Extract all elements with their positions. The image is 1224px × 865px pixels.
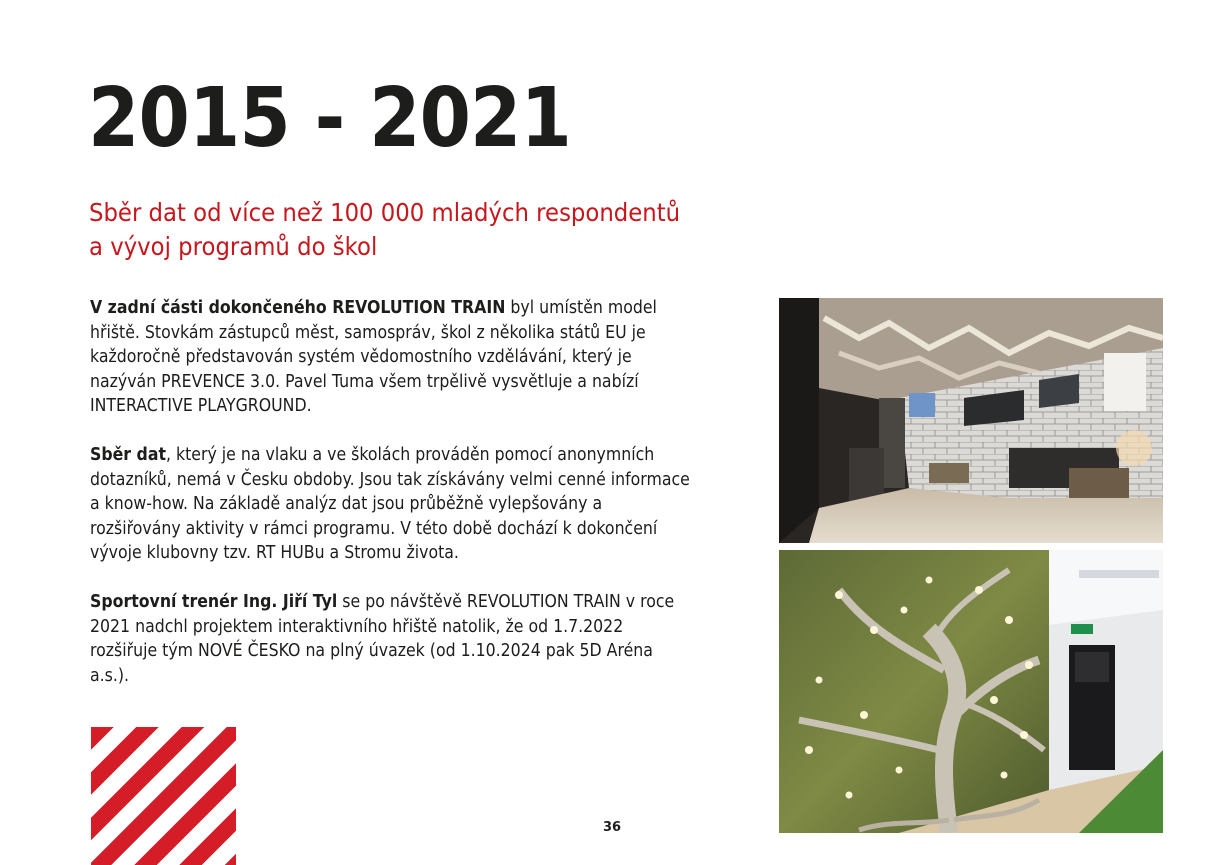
paragraph-3-bold: Sportovní trenér Ing. Jiří Tyl bbox=[90, 592, 338, 612]
tree-illustration bbox=[779, 550, 1163, 833]
paragraph-1-bold: V zadní části dokončeného REVOLUTION TRAIN bbox=[90, 298, 506, 318]
paragraph-3-text: se po návštěvě REVOLUTION TRAIN v roce 2021 nadchl projektem interaktivního hřiště natolik, že od 1.7.2022 rozšiřuje tým NOVÉ ČESKO na plný úvazek (od 1.10.2024 pak 5D Aréna a.s.). bbox=[90, 592, 675, 686]
subtitle-line-2: a vývoj programů do škol bbox=[89, 232, 378, 261]
page-number: 36 bbox=[602, 820, 622, 835]
body-text bbox=[90, 296, 691, 713]
clubroom-photo bbox=[779, 298, 1163, 543]
red-striped-decoration bbox=[91, 727, 236, 865]
clubroom-illustration bbox=[779, 298, 1163, 543]
paragraph-1 bbox=[90, 296, 691, 419]
paragraph-2-bold: Sběr dat bbox=[90, 445, 166, 465]
tree-of-life-photo bbox=[779, 550, 1163, 833]
page-subtitle bbox=[89, 196, 721, 264]
paragraph-3 bbox=[90, 590, 691, 688]
paragraph-2-text: , který je na vlaku a ve školách prováděn pomocí anonymních dotazníků, nemá v Česku obdoby. Jsou tak získávány velmi cenné informace a know-how. Na základě analýz dat jsou průběžně vylepšovány a rozšiřovány aktivity v rámci programu. V této době dochází k dokončení vývoje klubovny tzv. RT HUBu a Stromu života. bbox=[90, 445, 690, 563]
paragraph-1-text: byl umístěn model hřiště. Stovkám zástupců měst, samospráv, škol z několika států EU je každoročně představován systém vědomostního vzdělávání, který je nazýván PREVENCE 3.0. Pavel Tuma všem trpělivě vysvětluje a nabízí INTERACTIVE PLAYGROUND. bbox=[90, 298, 657, 416]
paragraph-2 bbox=[90, 443, 691, 566]
page-title: 2015 - 2021 bbox=[88, 71, 571, 166]
subtitle-line-1: Sběr dat od více než 100 000 mladých respondentů bbox=[89, 198, 681, 227]
